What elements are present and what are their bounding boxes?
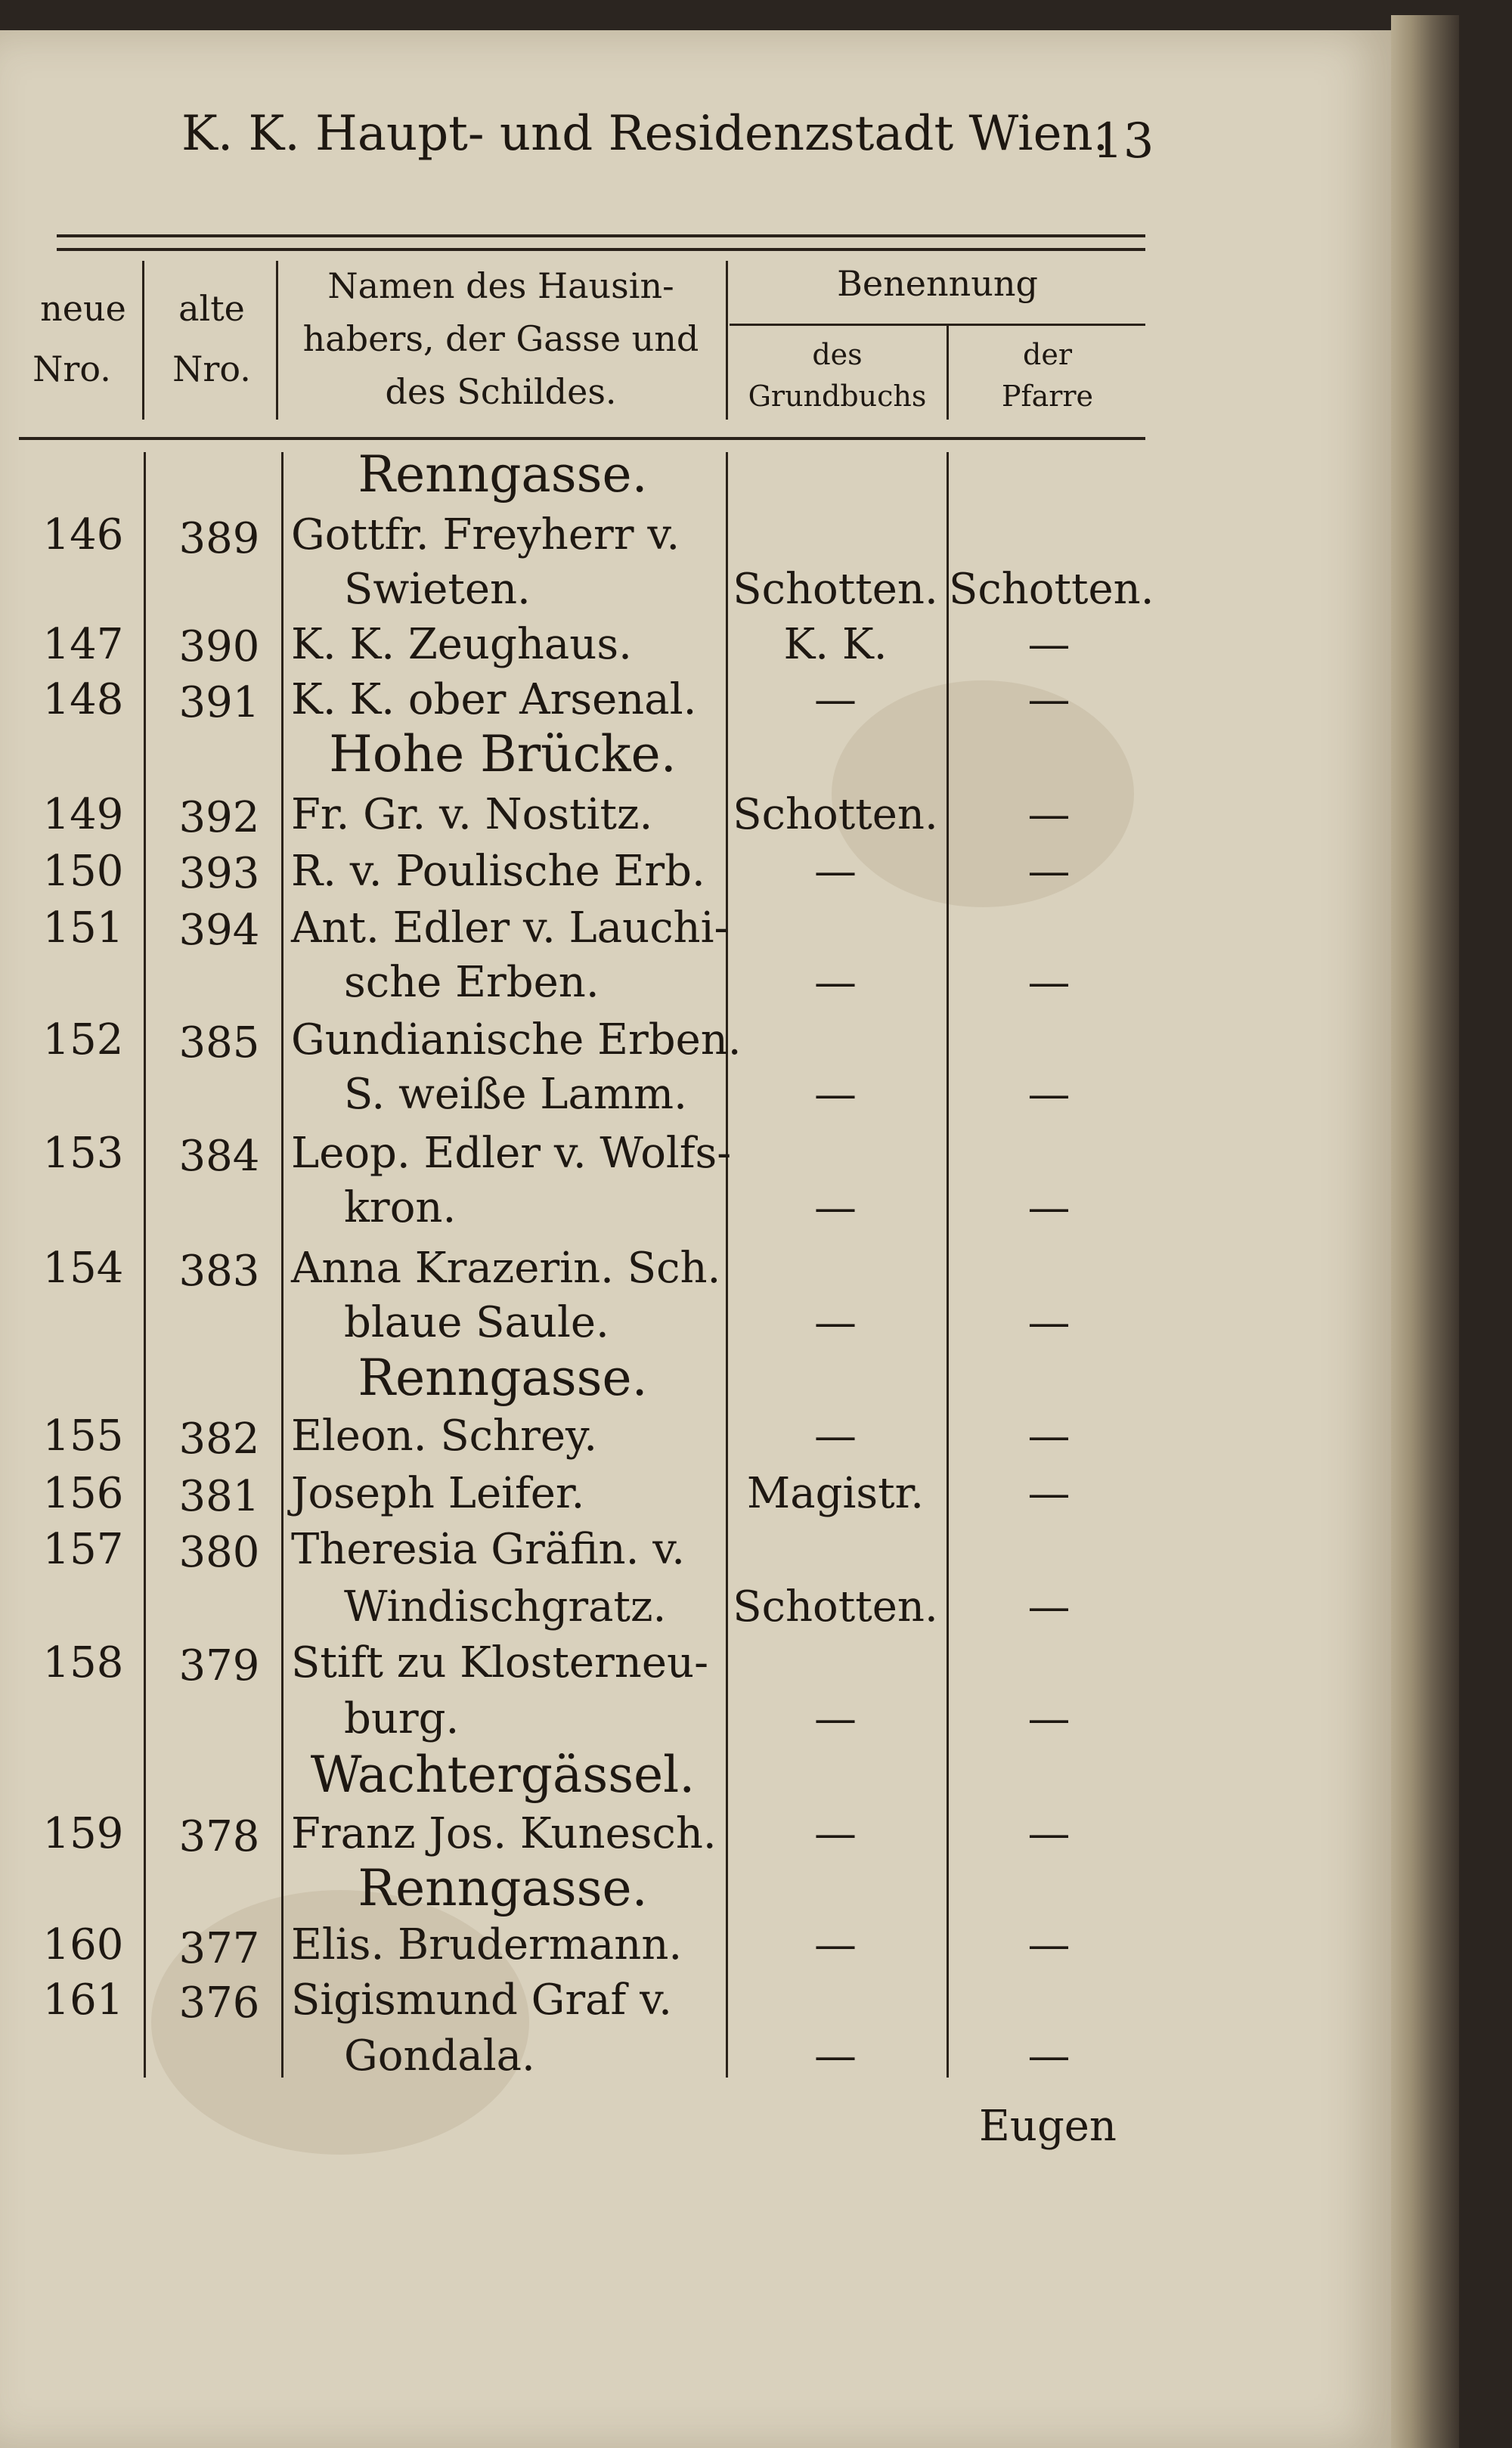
grundbuch-value: — xyxy=(814,2031,857,2081)
pfarre-value: — xyxy=(1027,847,1070,896)
owner-name: Leop. Edler v. Wolfs- xyxy=(291,1129,732,1178)
new-number: 152 xyxy=(42,1015,124,1064)
column-rule xyxy=(144,452,146,2078)
pfarre-value: — xyxy=(1027,1411,1070,1461)
pfarre-value: — xyxy=(1027,620,1070,669)
pfarre-value: — xyxy=(1027,1298,1070,1347)
column-rule xyxy=(276,261,278,420)
new-number: 148 xyxy=(42,675,124,724)
pfarre-value: — xyxy=(1027,1809,1070,1858)
pfarre-value: — xyxy=(1027,958,1070,1007)
grundbuch-value: — xyxy=(814,958,857,1007)
owner-name-cont: Swieten. xyxy=(344,565,531,614)
column-rule xyxy=(281,452,284,2078)
owner-name-cont: sche Erben. xyxy=(344,958,600,1007)
col-head-grundbuch-2: Grundbuchs xyxy=(748,380,927,413)
grundbuch-value: — xyxy=(814,1694,857,1743)
pfarre-value: — xyxy=(1027,1183,1070,1232)
col-head-benennung: Benennung xyxy=(837,263,1038,304)
grundbuch-value: — xyxy=(814,1183,857,1232)
owner-name: R. v. Poulische Erb. xyxy=(291,847,705,896)
old-number: 390 xyxy=(178,622,260,671)
owner-name: Joseph Leifer. xyxy=(291,1469,585,1518)
grundbuch-value: — xyxy=(814,1298,857,1347)
pfarre-value: — xyxy=(1027,2031,1070,2081)
street-heading: Renngasse. xyxy=(358,1859,648,1917)
benennung-rule xyxy=(730,324,1145,326)
street-heading: Hohe Brücke. xyxy=(329,725,677,783)
new-number: 146 xyxy=(42,510,124,559)
owner-name: Gottfr. Freyherr v. xyxy=(291,510,680,559)
owner-name-cont: S. weiße Lamm. xyxy=(344,1070,687,1119)
street-heading: Renngasse. xyxy=(358,445,648,504)
pfarre-value: — xyxy=(1027,1070,1070,1119)
column-rule xyxy=(947,325,949,420)
new-number: 158 xyxy=(42,1638,124,1687)
pfarre-value: — xyxy=(1027,675,1070,724)
street-heading: Wachtergässel. xyxy=(310,1746,696,1804)
col-head-grundbuch-1: des xyxy=(812,338,863,371)
old-number: 382 xyxy=(178,1415,260,1464)
owner-name: K. K. ober Arsenal. xyxy=(291,675,697,724)
grundbuch-value: — xyxy=(814,1411,857,1461)
pfarre-value: — xyxy=(1027,1694,1070,1743)
owner-name: Sigismund Graf v. xyxy=(291,1975,672,2025)
col-head-new-1: neue xyxy=(40,288,126,329)
old-number: 378 xyxy=(178,1812,260,1861)
owner-name-cont: Gondala. xyxy=(344,2031,535,2081)
new-number: 149 xyxy=(42,790,124,839)
old-number: 391 xyxy=(178,678,260,727)
grundbuch-value: — xyxy=(814,1809,857,1858)
new-number: 151 xyxy=(42,903,124,953)
pfarre-value: — xyxy=(1027,1582,1070,1631)
grundbuch-value: Schotten. xyxy=(733,1582,938,1631)
street-heading: Renngasse. xyxy=(358,1349,648,1407)
grundbuch-value: — xyxy=(814,675,857,724)
owner-name-cont: blaue Saule. xyxy=(344,1298,609,1347)
header-double-rule xyxy=(57,234,1145,251)
old-number: 393 xyxy=(178,849,260,898)
new-number: 154 xyxy=(42,1244,124,1293)
old-number: 379 xyxy=(178,1641,260,1690)
owner-name: Theresia Gräfin. v. xyxy=(291,1525,686,1574)
new-number: 147 xyxy=(42,620,124,669)
grundbuch-value: Schotten. xyxy=(733,790,938,839)
grundbuch-value: K. K. xyxy=(783,620,888,669)
grundbuch-value: Schotten. xyxy=(733,565,938,614)
running-header: K. K. Haupt- und Residenzstadt Wien. xyxy=(181,106,1109,162)
new-number: 156 xyxy=(42,1469,124,1518)
owner-name-cont: Windischgratz. xyxy=(344,1582,667,1631)
new-number: 150 xyxy=(42,847,124,896)
old-number: 381 xyxy=(178,1472,260,1521)
owner-name: Elis. Brudermann. xyxy=(291,1920,683,1969)
old-number: 394 xyxy=(178,906,260,955)
page-number: 13 xyxy=(1092,113,1154,169)
page-edge xyxy=(1391,15,1459,2448)
col-head-pfarre-1: der xyxy=(1023,338,1072,371)
owner-name: Stift zu Klosterneu- xyxy=(291,1638,708,1687)
col-head-owner-2: habers, der Gasse und xyxy=(302,318,699,359)
old-number: 376 xyxy=(178,1979,260,2028)
grundbuch-value: — xyxy=(814,1070,857,1119)
old-number: 384 xyxy=(178,1132,260,1181)
new-number: 159 xyxy=(42,1809,124,1858)
owner-name: Anna Krazerin. Sch. xyxy=(291,1244,721,1293)
col-head-pfarre-2: Pfarre xyxy=(1001,380,1094,413)
table-header-rule xyxy=(19,437,1145,440)
col-head-owner-3: des Schildes. xyxy=(385,371,617,412)
col-head-new-2: Nro. xyxy=(33,349,111,389)
new-number: 161 xyxy=(42,1975,124,2025)
catchword: Eugen xyxy=(979,2102,1117,2151)
new-number: 160 xyxy=(42,1920,124,1969)
pfarre-value: — xyxy=(1027,790,1070,839)
owner-name: Gundianische Erben. xyxy=(291,1015,742,1064)
old-number: 377 xyxy=(178,1924,260,1973)
col-head-owner-1: Namen des Hausin- xyxy=(327,265,674,306)
old-number: 389 xyxy=(178,514,260,563)
owner-name-cont: kron. xyxy=(344,1183,457,1232)
pfarre-value: — xyxy=(1027,1469,1070,1518)
owner-name: K. K. Zeughaus. xyxy=(291,620,632,669)
owner-name: Eleon. Schrey. xyxy=(291,1411,598,1461)
old-number: 385 xyxy=(178,1018,260,1068)
old-number: 392 xyxy=(178,793,260,842)
owner-name: Franz Jos. Kunesch. xyxy=(291,1809,717,1858)
owner-name-cont: burg. xyxy=(344,1694,460,1743)
grundbuch-value: Magistr. xyxy=(746,1469,925,1518)
col-head-old-1: alte xyxy=(178,288,245,329)
pfarre-value: — xyxy=(1027,1920,1070,1969)
owner-name: Ant. Edler v. Lauchi- xyxy=(291,903,729,953)
grundbuch-value: — xyxy=(814,847,857,896)
owner-name: Fr. Gr. v. Nostitz. xyxy=(291,790,653,839)
col-head-old-2: Nro. xyxy=(172,349,251,389)
pfarre-value: Schotten. xyxy=(949,565,1154,614)
old-number: 380 xyxy=(178,1528,260,1577)
new-number: 155 xyxy=(42,1411,124,1461)
column-rule xyxy=(142,261,144,420)
grundbuch-value: — xyxy=(814,1920,857,1969)
new-number: 157 xyxy=(42,1525,124,1574)
column-rule xyxy=(726,261,728,420)
new-number: 153 xyxy=(42,1129,124,1178)
old-number: 383 xyxy=(178,1247,260,1296)
